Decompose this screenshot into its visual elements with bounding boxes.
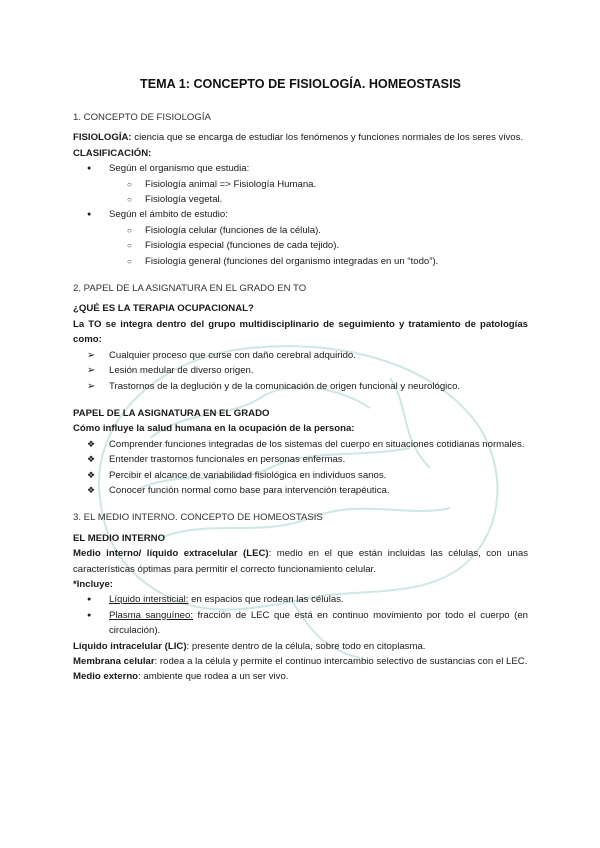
term-medio-externo: Medio externo xyxy=(73,671,139,683)
list-item-text: en espacios que rodean las células. xyxy=(188,594,344,606)
clasificacion-list xyxy=(73,161,528,269)
list-item: ○ Fisiología animal => Fisiología Humana. xyxy=(73,177,528,192)
membrana-def xyxy=(73,654,528,669)
sublist xyxy=(109,223,528,269)
definition-fisiologia xyxy=(73,130,528,145)
term-lic: Líquido intracelular (LIC) xyxy=(73,640,187,652)
list-item: ○ Fisiología vegetal. xyxy=(73,192,528,207)
medio-interno-heading xyxy=(73,531,528,546)
section-heading-1: 1. CONCEPTO DE FISIOLOGÍA xyxy=(73,112,211,123)
incluye-list xyxy=(73,592,528,638)
incluye-label xyxy=(73,577,528,592)
list-item: ○ Fisiología especial (funciones de cada tejido). xyxy=(73,238,528,253)
patologias-list xyxy=(73,348,528,394)
section-heading-2: 2. PAPEL DE LA ASIGNATURA EN EL GRADO EN TO xyxy=(73,283,307,295)
lic-def xyxy=(73,639,528,654)
definition-text: : ambiente que rodea a un ser vivo. xyxy=(138,671,289,683)
term-liquido-intersticial: Líquido intersticial: xyxy=(109,594,189,606)
sublist xyxy=(109,177,528,208)
definition-text: : rodea a la célula y permite el continuo intercambio selectivo de sustancias con el LEC. xyxy=(154,656,528,667)
section-heading-3: 3. EL MEDIO INTERNO. CONCEPTO DE HOMEOSTASIS xyxy=(73,512,323,524)
papel-heading-text: PAPEL DE LA ASIGNATURA EN EL GRADO xyxy=(73,407,270,419)
list-item: ❖ Comprender funciones integradas de los sistemas del cuerpo en situaciones cotidianas normales. xyxy=(73,437,528,452)
page-title: TEMA 1: CONCEPTO DE FISIOLOGÍA. HOMEOSTASIS xyxy=(140,77,461,91)
definition-text: ciencia que se encarga de estudiar los fenómenos y funciones normales de los seres vivos. xyxy=(131,132,524,144)
question-text: ¿QUÉ ES LA TERAPIA OCUPACIONAL? xyxy=(73,303,254,315)
papel-list xyxy=(73,437,528,499)
document-page xyxy=(73,76,528,685)
term-fisiologia: FISIOLOGÍA: xyxy=(73,132,132,144)
papel-heading xyxy=(73,406,528,421)
list-item xyxy=(73,608,528,639)
list-item-text: Según el ámbito de estudio: xyxy=(109,209,228,221)
list-item: ❖ Conocer función normal como base para intervención terapéutica. xyxy=(73,483,528,498)
list-item xyxy=(73,161,528,207)
papel-question-text: Cómo influye la salud humana en la ocupación de la persona: xyxy=(73,423,355,435)
list-item-text: Según el organismo que estudia: xyxy=(109,163,250,175)
term-plasma-sanguineo: Plasma sanguíneo: xyxy=(109,609,193,621)
list-item: ➢ Trastornos de la deglución y de la comunicación de origen funcional y neurológico. xyxy=(73,379,528,394)
medio-externo-def xyxy=(73,669,528,684)
clasificacion-label xyxy=(73,146,528,161)
definition-text: : medio en el que están incluidas las células, con unas características óptimas para permitir el correcto funcionamiento celular. xyxy=(73,548,528,575)
list-item: ❖ Percibir el alcance de variabilidad fisiológica en individuos sanos. xyxy=(73,468,528,483)
to-intro-text: La TO se integra dentro del grupo multidisciplinario de seguimiento y tratamiento de patologías como: xyxy=(73,318,528,346)
question-to xyxy=(73,301,528,316)
medio-interno-heading-text: EL MEDIO INTERNO xyxy=(73,532,166,544)
list-item xyxy=(73,207,528,269)
list-item: ➢ Lesión medular de diverso origen. xyxy=(73,363,528,378)
definition-text: : presente dentro de la célula, sobre todo en citoplasma. xyxy=(186,640,426,652)
clasificacion-term: CLASIFICACIÓN: xyxy=(73,147,152,159)
list-item xyxy=(73,592,528,607)
term-membrana: Membrana celular xyxy=(73,656,155,667)
papel-question xyxy=(73,421,528,436)
list-item: ○ Fisiología celular (funciones de la célula). xyxy=(73,223,528,238)
list-item: ○ Fisiología general (funciones del organismo integradas en un “todo”). xyxy=(73,254,528,269)
to-intro xyxy=(73,317,528,348)
medio-interno-def xyxy=(73,546,528,577)
list-item: ❖ Entender trastornos funcionales en personas enfermas. xyxy=(73,452,528,467)
list-item: ➢ Cualquier proceso que curse con daño cerebral adquirido. xyxy=(73,348,528,363)
list-item-text: fracción de LEC que está en continuo movimiento por todo el cuerpo (en circulación). xyxy=(109,609,529,637)
incluye-text: *Incluye: xyxy=(73,578,113,590)
term-medio-interno: Medio interno/ líquido extracelular (LEC) xyxy=(73,548,269,560)
